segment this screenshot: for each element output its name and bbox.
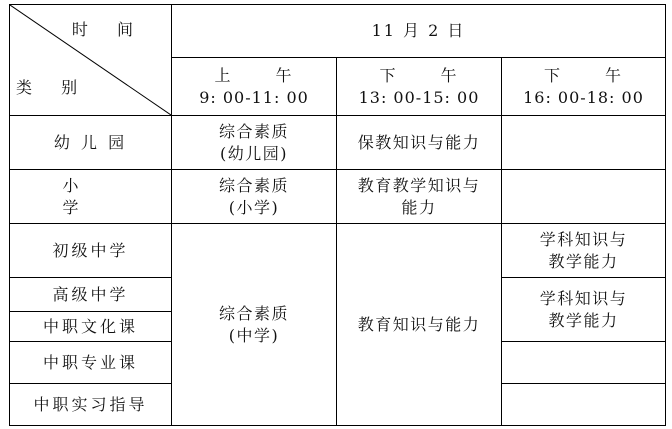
kindergarten-session-2: 保教知识与能力 xyxy=(337,116,502,170)
vocational-major-session-3 xyxy=(502,342,666,384)
category-junior-high: 初级中学 xyxy=(10,224,172,278)
period-time: 13: 00-15: 00 xyxy=(358,87,480,107)
period-time: 9: 00-11: 00 xyxy=(199,87,309,107)
subject-line: 综合素质 xyxy=(218,121,289,141)
kindergarten-session-3 xyxy=(502,116,666,170)
junior-session-3 xyxy=(502,224,666,278)
subject-line: (小学) xyxy=(228,197,280,217)
subject-line: 教学能力 xyxy=(548,310,619,330)
period-name: 下 午 xyxy=(543,65,642,85)
subject-line: 能力 xyxy=(401,197,437,217)
secondary-session-1 xyxy=(172,224,337,426)
subject-line: 综合素质 xyxy=(218,175,289,195)
subject-line: (中学) xyxy=(228,325,280,345)
category-vocational-practice: 中职实习指导 xyxy=(10,384,172,426)
period-header-3 xyxy=(502,58,666,116)
exam-date-header: 11 月 2 日 xyxy=(172,5,666,58)
subject-line: (幼儿园) xyxy=(220,143,288,163)
corner-time-label: 时 间 xyxy=(71,20,145,39)
primary-session-3 xyxy=(502,170,666,224)
kindergarten-session-1 xyxy=(172,116,337,170)
period-name: 上 午 xyxy=(214,65,312,85)
period-name: 下 午 xyxy=(379,65,477,85)
vocational-practice-session-3 xyxy=(502,384,666,426)
subject-line: 教育教学知识与 xyxy=(357,175,481,195)
category-kindergarten: 幼 儿 园 xyxy=(10,116,172,170)
senior-vocational-session-3 xyxy=(502,278,666,342)
category-vocational-major: 中职专业课 xyxy=(10,342,172,384)
exam-schedule-table xyxy=(9,4,666,426)
subject-line: 学科知识与 xyxy=(539,288,628,308)
category-vocational-culture: 中职文化课 xyxy=(10,312,172,342)
period-header-2 xyxy=(337,58,502,116)
subject-line: 综合素质 xyxy=(218,303,289,323)
category-primary: 小 学 xyxy=(10,170,172,224)
period-header-1 xyxy=(172,58,337,116)
period-time: 16: 00-18: 00 xyxy=(523,87,644,107)
category-senior-high: 高级中学 xyxy=(10,278,172,312)
subject-line: 教学能力 xyxy=(548,251,619,271)
subject-line: 学科知识与 xyxy=(539,229,628,249)
primary-session-2 xyxy=(337,170,502,224)
primary-session-1 xyxy=(172,170,337,224)
corner-header-cell xyxy=(10,5,172,116)
secondary-session-2: 教育知识与能力 xyxy=(337,224,502,426)
corner-category-label: 类 别 xyxy=(16,78,90,97)
